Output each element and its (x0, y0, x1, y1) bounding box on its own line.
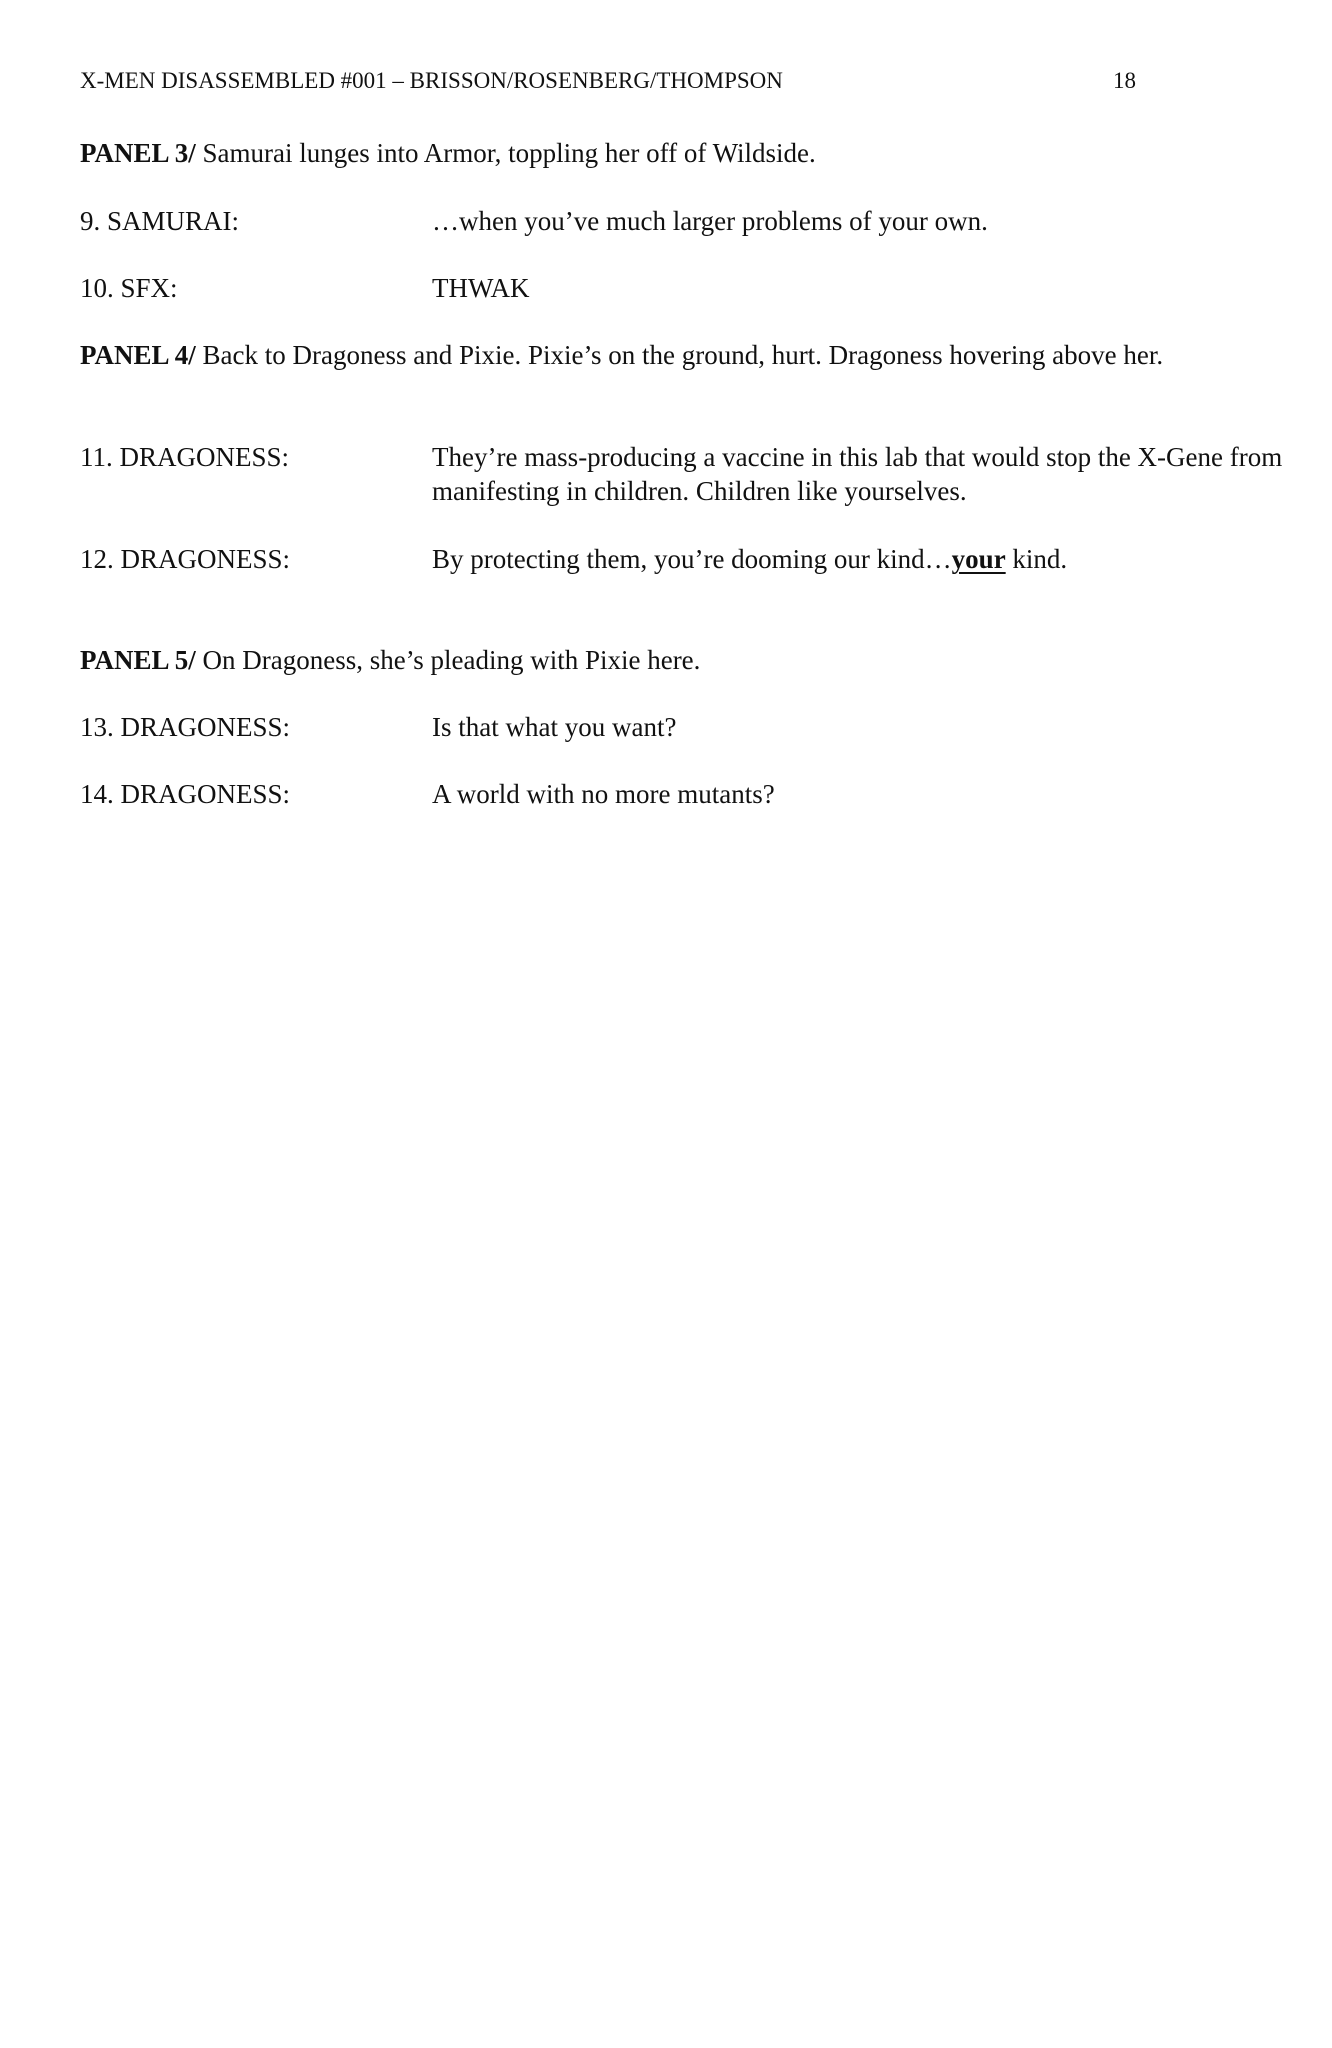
panel-label: PANEL 5/ (80, 645, 196, 675)
panel-5-heading (80, 643, 1220, 677)
panel-3-heading (80, 136, 1220, 170)
speaker-label: 13. DRAGONESS: (80, 712, 291, 742)
panel-description: Back to Dragoness and Pixie. Pixie’s on the ground, hurt. Dragoness hovering above her. (202, 340, 1164, 370)
dialogue-text-part: kind. (1005, 544, 1068, 574)
panel-description: Samurai lunges into Armor, toppling her off of Wildside. (202, 138, 816, 168)
dialogue-text: A world with no more mutants? (432, 779, 775, 809)
speaker-label: 14. DRAGONESS: (80, 779, 291, 809)
sfx-text: THWAK (432, 273, 530, 303)
header-title: X-MEN DISASSEMBLED #001 – BRISSON/ROSENBERG/THOMPSON (80, 68, 783, 93)
speaker-label: 11. DRAGONESS: (80, 442, 290, 472)
emphasized-word: your (951, 544, 1006, 574)
dialogue-text: Is that what you want? (432, 712, 677, 742)
panel-label: PANEL 4/ (80, 340, 196, 370)
speaker-label: 10. SFX: (80, 273, 178, 303)
speaker-label: 12. DRAGONESS: (80, 544, 291, 574)
speaker-label: 9. SAMURAI: (80, 206, 240, 236)
page-number: 18 (1113, 68, 1136, 93)
dialogue-text (432, 542, 1312, 576)
panel-label: PANEL 3/ (80, 138, 196, 168)
dialogue-text: They’re mass-producing a vaccine in this lab that would stop the X-Gene from manifesting in children. Children like yourselves. (432, 442, 1283, 506)
panel-4-heading (80, 338, 1220, 372)
dialogue-text-part: By protecting them, you’re dooming our kind… (432, 544, 952, 574)
panel-description: On Dragoness, she’s pleading with Pixie here. (202, 645, 701, 675)
dialogue-text: …when you’ve much larger problems of your own. (432, 206, 988, 236)
